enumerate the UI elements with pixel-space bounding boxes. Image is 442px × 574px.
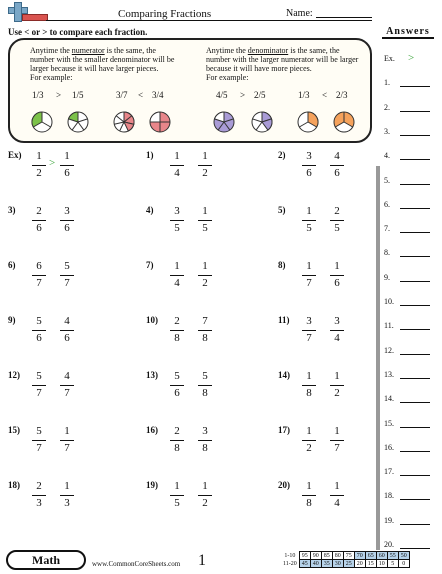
denominator: 7 [64,277,70,289]
name-label: Name: [286,8,313,19]
score-row-label: 11-20 [283,560,297,567]
score-row [281,552,409,560]
score-table [281,551,410,568]
fraction-left [302,425,316,456]
example-3-left: 4/5 [216,90,228,100]
answer-row [384,467,432,476]
denominator: 7 [306,332,312,344]
denominator: 3 [36,497,42,509]
answer-blank[interactable] [400,402,430,403]
fraction-left [170,260,184,291]
fraction-right [330,480,344,511]
numerator: 1 [334,425,340,437]
denominator: 6 [64,222,70,234]
example-4-sign: < [322,90,328,100]
answer-label: 10. [384,297,394,306]
numerator: 3 [306,315,312,327]
denominator: 4 [334,497,340,509]
numerator: 4 [64,370,70,382]
fraction-right [60,480,74,511]
numerator: 1 [174,150,180,162]
answer-row [384,394,432,403]
numerator: 1 [36,150,42,162]
denominator: 8 [202,387,208,399]
answer-row [384,516,432,525]
fraction-left [302,480,316,511]
problem-label: 1) [146,150,154,160]
answer-blank[interactable] [400,159,430,160]
numerator: 2 [334,205,340,217]
answer-row [384,370,432,379]
numerator: 1 [306,480,312,492]
fraction-right [60,150,74,181]
problem-label: 7) [146,260,154,270]
answer-label: 2. [384,102,390,112]
score-row-label: 1-10 [284,552,296,559]
denominator: 4 [334,332,340,344]
denominator: 8 [174,442,180,454]
numerator: 1 [334,480,340,492]
numerator: 1 [174,260,180,272]
answer-label: 3. [384,126,390,136]
answer-row [384,176,432,185]
problem-label: 3) [8,205,16,215]
numerator: 3 [64,205,70,217]
problem-label: 18) [8,480,20,490]
fraction-right [198,425,212,456]
problem-label: 11) [278,315,290,325]
fraction-left [302,315,316,346]
fraction-left [170,425,184,456]
numerator: 3 [334,315,340,327]
problem-label: 15) [8,425,20,435]
pie-one-third-icon [30,110,54,134]
fraction-right [198,260,212,291]
example-1-sign: > [56,90,62,100]
score-cell: 60 [376,552,387,560]
numerator: 2 [174,425,180,437]
fraction-right [330,150,344,181]
fraction-left [32,205,46,236]
numerator: 4 [334,150,340,162]
answer-row [384,54,432,63]
fraction-left [170,480,184,511]
fraction-left [302,205,316,236]
answer-blank[interactable] [400,524,430,525]
answer-label: 12. [384,345,394,355]
pie-two-thirds-icon [332,110,356,134]
answer-blank[interactable] [400,475,430,476]
denominator: 2 [36,167,42,179]
score-cell: 45 [299,560,310,568]
answer-label: 20. [384,540,394,549]
fraction-left [302,370,316,401]
score-cell: 40 [310,560,321,568]
problem-label: 20) [278,480,290,490]
numerator: 4 [64,315,70,327]
pie-four-fifths-icon [212,110,236,134]
fraction-left [32,150,46,181]
numerator: 2 [36,480,42,492]
numerator: 1 [64,480,70,492]
answer-label: 14. [384,394,394,404]
denominator: 5 [174,222,180,234]
fraction-right [198,205,212,236]
answer-blank[interactable] [400,305,430,306]
fraction-right [330,205,344,236]
denominator: 7 [36,442,42,454]
fraction-left [32,315,46,346]
denominator: 8 [202,332,208,344]
denominator: 7 [306,277,312,289]
answer-blank[interactable] [400,548,430,549]
answer-label: 1. [384,78,390,88]
fraction-right [60,315,74,346]
numerator: 1 [334,260,340,272]
problem-label: 12) [8,370,20,380]
score-cell: 55 [387,552,398,560]
answer-label: 8. [384,248,390,258]
numerator: 1 [202,150,208,162]
numerator: 2 [174,315,180,327]
score-cell: 50 [398,552,409,560]
answer-blank[interactable] [400,135,430,136]
page-number: 1 [198,552,206,569]
answer-row [384,491,432,500]
answer-row [384,103,432,112]
answer-label: 13. [384,369,394,379]
answer-blank[interactable] [400,86,430,87]
rule-denominator: Anytime the denominator is the same, the number with the larger numerator will be larger because it will have more pieces. For example: [206,46,359,82]
math-logo: Math [6,550,86,570]
denominator: 8 [174,332,180,344]
score-cell: 20 [354,560,365,568]
numerator: 1 [64,425,70,437]
numerator: 1 [306,425,312,437]
denominator: 8 [306,387,312,399]
answer-label: 5. [384,175,390,185]
denominator: 4 [174,167,180,179]
denominator: 6 [306,167,312,179]
numerator: 5 [202,370,208,382]
fraction-right [198,370,212,401]
answer-blank[interactable] [400,378,430,379]
numerator: 1 [202,480,208,492]
denominator: 5 [306,222,312,234]
fraction-right [60,370,74,401]
fraction-left [170,150,184,181]
answer-blank[interactable] [400,232,430,233]
problem-label: 17) [278,425,290,435]
answer-label: 11. [384,321,394,331]
score-cell: 85 [321,552,332,560]
answer-row [384,443,432,452]
fraction-right [60,205,74,236]
problem-label: 9) [8,315,16,325]
keyword-denominator: denominator [247,46,289,55]
example-box [8,38,372,143]
example-answer-sign: > [49,157,56,169]
numerator: 3 [174,205,180,217]
score-cell: 25 [343,560,354,568]
answer-blank[interactable] [400,281,430,282]
problem-label: 19) [146,480,158,490]
fraction-left [302,150,316,181]
example-2-sign: < [138,90,144,100]
fraction-left [170,205,184,236]
denominator: 4 [174,277,180,289]
answer-blank[interactable] [400,499,430,500]
answer-blank[interactable] [400,451,430,452]
fraction-right [60,425,74,456]
score-cell: 80 [332,552,343,560]
score-cell: 75 [343,552,354,560]
answer-blank[interactable] [400,427,430,428]
pie-one-fifth-icon [66,110,90,134]
instructions: Use < or > to compare each fraction. [8,27,148,37]
denominator: 6 [36,332,42,344]
numerator: 5 [174,370,180,382]
score-cell: 30 [332,560,343,568]
answer-blank[interactable] [400,256,430,257]
fraction-right [330,260,344,291]
denominator: 6 [64,332,70,344]
pie-one-third-orange-icon [296,110,320,134]
problem-label: 6) [8,260,16,270]
keyword-numerator: numerator [71,46,105,55]
answer-label: 9. [384,272,390,282]
pie-three-sevenths-icon [112,110,136,134]
numerator: 1 [64,150,70,162]
denominator: 6 [334,167,340,179]
numerator: 1 [306,260,312,272]
fraction-right [330,315,344,346]
denominator: 7 [334,442,340,454]
answer-row [384,419,432,428]
fraction-left [32,480,46,511]
answer-blank[interactable] [400,354,430,355]
answers-title: Answers [382,26,434,39]
score-cell: 90 [310,552,321,560]
example-3-sign: > [240,90,246,100]
pie-three-fourths-icon [148,110,172,134]
denominator: 6 [36,222,42,234]
answer-label: 17. [384,467,394,477]
score-cell: 65 [365,552,376,560]
header-rule [46,20,372,21]
score-cell: 10 [376,560,387,568]
numerator: 1 [334,370,340,382]
denominator: 7 [64,387,70,399]
logo-icon [6,2,44,22]
answer-row [384,540,432,549]
answer-label: 15. [384,418,394,428]
denominator: 6 [174,387,180,399]
problem-label: 2) [278,150,286,160]
answer-label: 19. [384,515,394,525]
answer-row [384,127,432,136]
example-3-right: 2/5 [254,90,266,100]
answer-row [384,200,432,209]
numerator: 1 [202,205,208,217]
denominator: 7 [36,277,42,289]
problem-label: 5) [278,205,286,215]
score-cell: 95 [299,552,310,560]
numerator: 5 [36,315,42,327]
fraction-left [170,370,184,401]
denominator: 5 [202,222,208,234]
example-1-left: 1/3 [32,90,44,100]
numerator: 3 [306,150,312,162]
fraction-left [32,425,46,456]
rule-numerator: Anytime the numerator is the same, the number with the smaller denominator will be larger because it will have larger pieces. For example: [30,46,175,82]
fraction-left [32,260,46,291]
problem-label: 8) [278,260,286,270]
score-cell: 35 [321,560,332,568]
score-cell: 5 [387,560,398,568]
example-1-right: 1/5 [72,90,84,100]
denominator: 2 [202,497,208,509]
problem-label: 4) [146,205,154,215]
numerator: 5 [36,370,42,382]
numerator: 5 [64,260,70,272]
answer-blank[interactable] [400,111,430,112]
answer-blank[interactable] [400,184,430,185]
page-title: Comparing Fractions [118,8,212,20]
numerator: 1 [174,480,180,492]
denominator: 6 [64,167,70,179]
numerator: 7 [202,315,208,327]
fraction-right [330,370,344,401]
denominator: 2 [306,442,312,454]
example-4-left: 1/3 [298,90,310,100]
answer-example-sign: > [408,52,415,64]
footer-url[interactable]: www.CommonCoreSheets.com [92,560,181,568]
answer-row [384,321,432,330]
answer-row [384,224,432,233]
answer-blank[interactable] [400,329,430,330]
denominator: 5 [174,497,180,509]
denominator: 8 [202,442,208,454]
answer-row [384,151,432,160]
answer-row [384,78,432,87]
fraction-left [302,260,316,291]
fraction-right [198,315,212,346]
numerator: 1 [306,370,312,382]
answer-label: 7. [384,224,390,234]
pie-two-fifths-icon [250,110,274,134]
score-cell: 0 [398,560,409,568]
denominator: 2 [334,387,340,399]
answer-label: 16. [384,442,394,452]
numerator: 6 [36,260,42,272]
denominator: 6 [334,277,340,289]
example-4-right: 2/3 [336,90,348,100]
numerator: 5 [36,425,42,437]
answer-label: 18. [384,491,394,501]
denominator: 5 [334,222,340,234]
example-2-right: 3/4 [152,90,164,100]
fraction-left [32,370,46,401]
answer-label: 4. [384,151,390,161]
answer-label: Ex. [384,54,395,63]
column-divider [376,166,380,550]
fraction-right [60,260,74,291]
score-row [281,560,409,568]
denominator: 7 [36,387,42,399]
score-cell: 70 [354,552,365,560]
problem-label: 13) [146,370,158,380]
answer-row [384,273,432,282]
answer-label: 6. [384,199,390,209]
fraction-right [198,480,212,511]
numerator: 1 [202,260,208,272]
answer-row [384,297,432,306]
answer-row [384,346,432,355]
fraction-right [198,150,212,181]
example-2-left: 3/7 [116,90,128,100]
problem-label: Ex) [8,150,22,160]
problem-label: 10) [146,315,158,325]
denominator: 2 [202,277,208,289]
answer-row [384,248,432,257]
answer-blank[interactable] [400,208,430,209]
fraction-right [330,425,344,456]
fraction-left [170,315,184,346]
problem-label: 14) [278,370,290,380]
denominator: 3 [64,497,70,509]
name-field[interactable] [316,17,372,18]
denominator: 2 [202,167,208,179]
score-cell: 15 [365,560,376,568]
numerator: 2 [36,205,42,217]
problem-label: 16) [146,425,158,435]
denominator: 8 [306,497,312,509]
numerator: 3 [202,425,208,437]
numerator: 1 [306,205,312,217]
denominator: 7 [64,442,70,454]
